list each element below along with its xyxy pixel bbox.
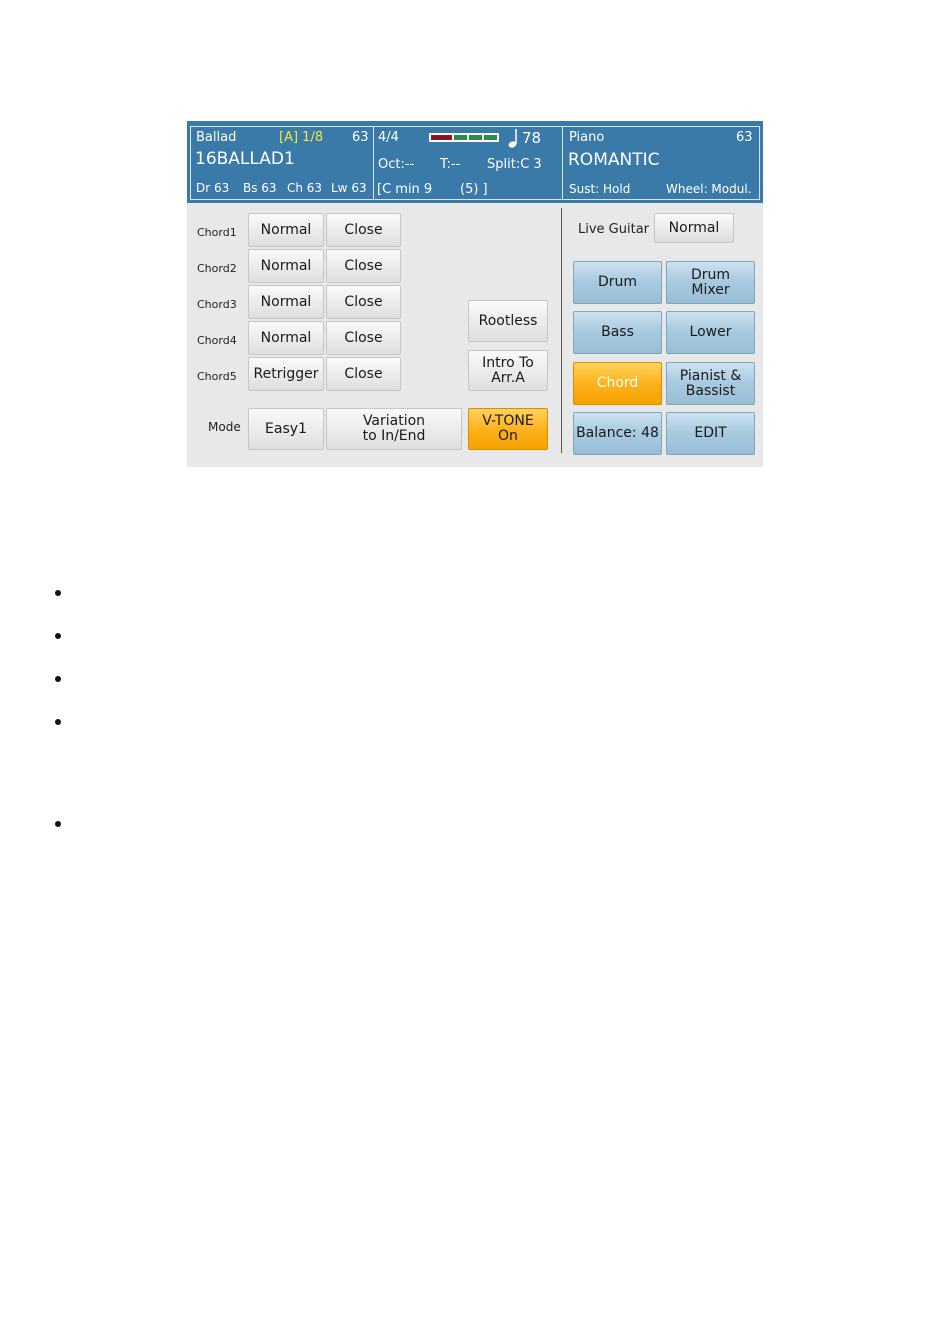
drum-button[interactable]: Drum bbox=[573, 261, 662, 304]
bass-volume: Bs 63 bbox=[243, 181, 277, 195]
pianist-bassist-button[interactable]: Pianist & Bassist bbox=[666, 362, 755, 405]
chord5-voicing-button[interactable]: Close bbox=[326, 357, 401, 391]
live-guitar-button[interactable]: Normal bbox=[654, 213, 734, 243]
bullet-point bbox=[55, 676, 61, 682]
chord3-voicing-button[interactable]: Close bbox=[326, 285, 401, 319]
drum-volume: Dr 63 bbox=[196, 181, 230, 195]
style-panel[interactable] bbox=[190, 126, 374, 200]
intro-to-arr-button[interactable]: Intro To Arr.A bbox=[468, 350, 548, 391]
lower-button[interactable]: Lower bbox=[666, 311, 755, 354]
split-point: Split:C 3 bbox=[487, 157, 542, 172]
chord1-mode-button[interactable]: Normal bbox=[248, 213, 324, 247]
voice-category: Piano bbox=[569, 130, 605, 145]
transpose-status: T:-- bbox=[440, 157, 461, 172]
chord-detected: [C min 9 bbox=[377, 182, 433, 197]
mode-button[interactable]: Easy1 bbox=[248, 408, 324, 450]
wheel-status: Wheel: Modul. bbox=[666, 182, 752, 196]
panel-divider bbox=[561, 208, 562, 453]
octave-status: Oct:-- bbox=[378, 157, 415, 172]
chord3-label: Chord3 bbox=[197, 298, 237, 311]
drum-mixer-button[interactable]: Drum Mixer bbox=[666, 261, 755, 304]
sustain-status: Sust: Hold bbox=[569, 182, 631, 196]
bass-button[interactable]: Bass bbox=[573, 311, 662, 354]
chord3-mode-button[interactable]: Normal bbox=[248, 285, 324, 319]
chord4-mode-button[interactable]: Normal bbox=[248, 321, 324, 355]
chord4-voicing-button[interactable]: Close bbox=[326, 321, 401, 355]
bullet-point bbox=[55, 633, 61, 639]
style-type: Ballad bbox=[196, 130, 237, 145]
time-signature: 4/4 bbox=[378, 130, 399, 145]
status-panel bbox=[374, 126, 562, 200]
style-name: 16BALLAD1 bbox=[195, 149, 295, 169]
live-guitar-label: Live Guitar bbox=[578, 222, 650, 237]
chord2-voicing-button[interactable]: Close bbox=[326, 249, 401, 283]
balance-button[interactable]: Balance: 48 bbox=[573, 412, 662, 455]
bullet-point bbox=[55, 821, 61, 827]
chord4-label: Chord4 bbox=[197, 334, 237, 347]
bullet-point bbox=[55, 590, 61, 596]
chord-button[interactable]: Chord bbox=[573, 362, 662, 405]
chord1-label: Chord1 bbox=[197, 226, 237, 239]
beat-meter bbox=[429, 133, 499, 142]
variation-to-in-end-button[interactable]: Variation to In/End bbox=[326, 408, 462, 450]
chord-volume: Ch 63 bbox=[287, 181, 323, 195]
chord1-voicing-button[interactable]: Close bbox=[326, 213, 401, 247]
tempo-value: 78 bbox=[522, 129, 542, 147]
header-bar bbox=[187, 121, 763, 203]
bullet-point bbox=[55, 719, 61, 725]
voice-panel[interactable] bbox=[562, 126, 760, 200]
style-number: 63 bbox=[352, 130, 369, 145]
v-tone-button[interactable]: V-TONE On bbox=[468, 408, 548, 450]
voice-number: 63 bbox=[736, 130, 753, 145]
edit-button[interactable]: EDIT bbox=[666, 412, 755, 455]
chord2-label: Chord2 bbox=[197, 262, 237, 275]
voice-name: ROMANTIC bbox=[568, 150, 660, 170]
chord2-mode-button[interactable]: Normal bbox=[248, 249, 324, 283]
lower-volume: Lw 63 bbox=[331, 181, 367, 195]
keyboard-display bbox=[187, 121, 763, 467]
rootless-button[interactable]: Rootless bbox=[468, 300, 548, 342]
mode-label: Mode bbox=[208, 420, 241, 434]
chord-detected-extra: (5) ] bbox=[460, 182, 488, 197]
tempo-note-icon bbox=[507, 128, 519, 148]
style-variation: [A] 1/8 bbox=[279, 130, 324, 145]
chord5-label: Chord5 bbox=[197, 370, 237, 383]
chord5-mode-button[interactable]: Retrigger bbox=[248, 357, 324, 391]
